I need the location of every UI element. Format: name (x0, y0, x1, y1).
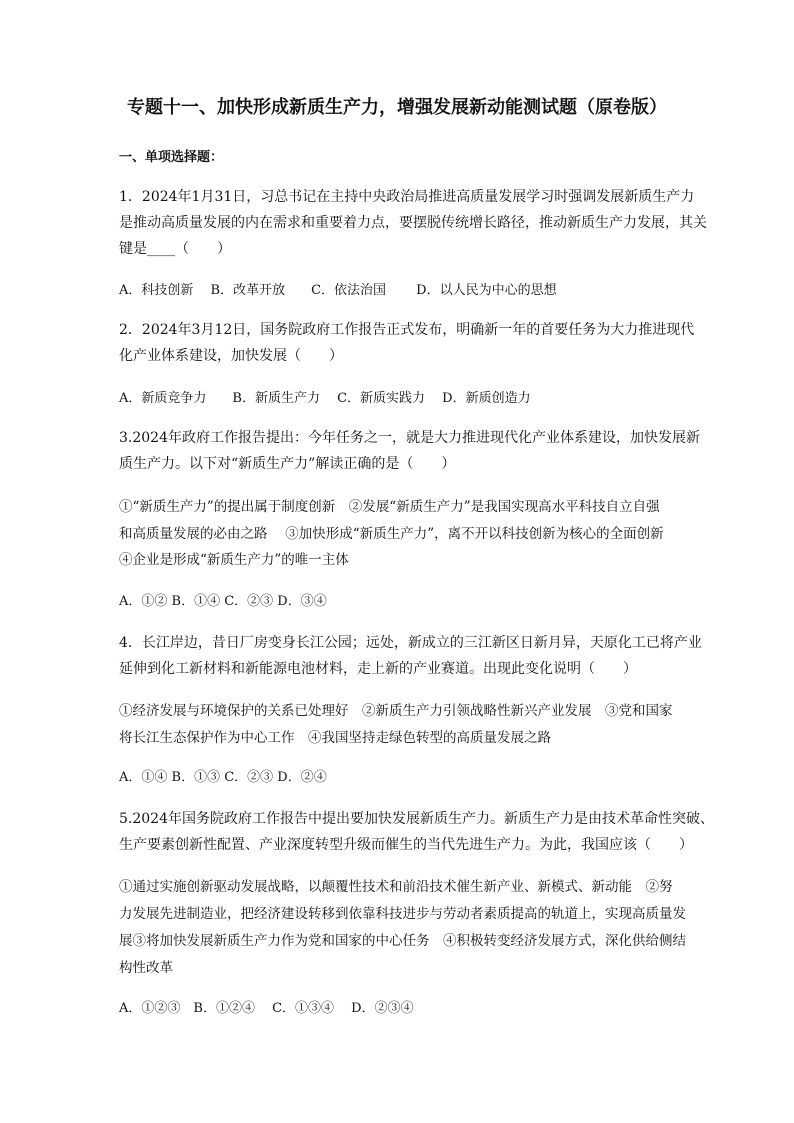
question-2-stem (119, 317, 709, 369)
question-3-stem (119, 425, 709, 477)
statement-line: ①通过实施创新驱动发展战略，以颠覆性技术和前沿技术催生新产业、新模式、新动能 ②努 (119, 879, 673, 895)
question-2-line: 化产业体系建设，加快发展（ ） (119, 348, 343, 364)
statement-line: 力发展先进制造业，把经济建设转移到依靠科技进步与劳动者素质提高的轨道上，实现高质量发 (119, 906, 686, 922)
question-1-options: A．科技创新 B．改革开放 C．依法治国 D．以人民为中心的思想 (119, 283, 557, 298)
statement-line: ①经济发展与环境保护的关系已处理好 ②新质生产力引领战略性新兴产业发展 ③党和国家 (119, 703, 673, 719)
question-5-line: 5.2024年国务院政府工作报告中提出要加快发展新质生产力。新质生产力是由技术革命性突破、 (119, 811, 714, 827)
statement-line: 构性改革 (119, 960, 173, 976)
question-2-options: A．新质竞争力 B．新质生产力 C．新质实践力 D．新质创造力 (119, 391, 531, 406)
question-4-answer-options: A．①④ B．①③ C．②③ D．②④ (119, 770, 327, 785)
question-3-statements (119, 494, 709, 574)
question-5-stem (119, 806, 714, 858)
question-2-line: 2．2024年3月12日，国务院政府工作报告正式发布，明确新一年的首要任务为大力推进现代 (119, 322, 695, 338)
question-4-line: 延伸到化工新材料和新能源电池材料，走上新的产业赛道。出现此变化说明（ ） (119, 661, 637, 677)
question-5-answer-options: A．①②③ B．①②④ C．①③④ D．②③④ (119, 1001, 414, 1016)
page-title: 专题十一、加快形成新质生产力，增强发展新动能测试题（原卷版） (127, 97, 667, 118)
question-4-line: 4．长江岸边，昔日厂房变身长江公园；远处，新成立的三江新区日新月异，天原化工已将产业 (119, 635, 702, 651)
statement-line: ①“新质生产力”的提出属于制度创新 ②发展“新质生产力”是我国实现高水平科技自立自强 (119, 499, 660, 515)
question-3-line: 质生产力。以下对“新质生产力”解读正确的是（ ） (119, 456, 456, 472)
question-5-statements (119, 874, 709, 982)
statement-line: 和高质量发展的必由之路 ③加快形成“新质生产力”，离不开以科技创新为核心的全面创新 (119, 525, 664, 542)
question-3-answer-options: A．①② B．①④ C．②③ D．③④ (119, 594, 327, 609)
question-1-stem (119, 184, 709, 262)
question-1-line: 是推动高质量发展的内在需求和重要着力点，要摆脱传统增长路径，推动新质生产力发展，其关 (119, 215, 707, 231)
question-4-stem (119, 630, 709, 682)
question-5-line: 生产要素创新性配置、产业深度转型升级而催生的当代先进生产力。为此，我国应该（ ） (119, 837, 693, 853)
question-4-statements (119, 698, 709, 752)
question-1-line: 键是____（ ） (119, 241, 231, 257)
statement-line: ④企业是形成“新质生产力”的唯一主体 (119, 552, 349, 568)
question-1-line: 1．2024年1月31日，习总书记在主持中央政治局推进高质量发展学习时强调发展新质生产力 (119, 189, 695, 205)
statement-line: 展③将加快发展新质生产力作为党和国家的中心任务 ④积极转变经济发展方式，深化供给侧结 (119, 933, 686, 949)
section-heading: 一、单项选择题： (119, 150, 224, 165)
question-3-line: 3.2024年政府工作报告提出：今年任务之一，就是大力推进现代化产业体系建设，加快发展新 (119, 430, 700, 446)
statement-line: 将长江生态保护作为中心工作 ④我国坚持走绿色转型的高质量发展之路 (119, 730, 551, 746)
